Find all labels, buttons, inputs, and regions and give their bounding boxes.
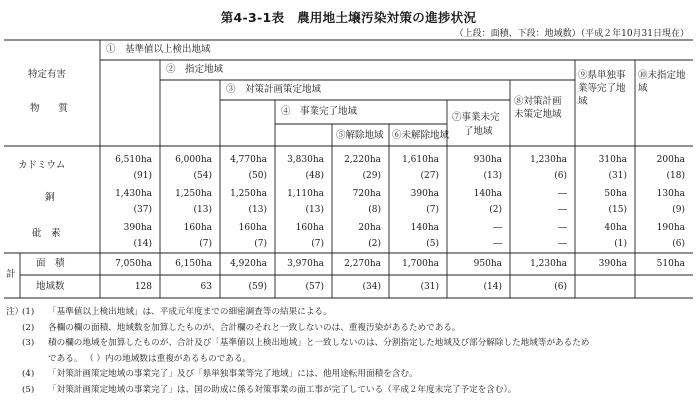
area-value: 1,250ha — [175, 189, 212, 199]
area-value: 1,230ha — [530, 155, 567, 165]
header-detected-area: ① 基準値以上検出地域 — [106, 44, 211, 55]
area-value: 6,510ha — [115, 155, 152, 165]
row-label-arsenic: 砒 素 — [32, 228, 61, 239]
area-value: 310ha — [598, 155, 627, 165]
count-value: (5) — [426, 239, 439, 249]
count-value: (1) — [614, 239, 627, 249]
header-completed-area: ④ 事業完了地域 — [281, 106, 358, 117]
area-value: 3,830ha — [287, 155, 324, 165]
total-area-value: 4,920ha — [230, 259, 267, 269]
header-unplanned-line2: 未策定地域 — [514, 109, 562, 120]
count-value: (48) — [305, 171, 324, 181]
area-value: 1,110ha — [287, 189, 324, 199]
note-text: 「対策計画策定地域の事業完了」及び「県単独事業等完了地域」には、他用途転用面積を含む。 — [48, 369, 418, 379]
area-value: 720ha — [352, 189, 381, 199]
note-number: (3) — [22, 338, 35, 348]
header-prefecture-line1: ⑨県単独事 — [578, 70, 626, 81]
count-value: (2) — [368, 239, 381, 249]
note-item — [6, 383, 690, 399]
note-number: (2) — [22, 322, 35, 333]
total-count-value: 128 — [134, 282, 152, 292]
row-label-total: 計 — [6, 269, 16, 280]
count-value: ― — [493, 239, 502, 249]
count-value: (7) — [426, 205, 439, 215]
table-title: 第4-3-1表 農用地土壌汚染対策の進捗状況 — [220, 10, 477, 25]
count-value: (8) — [368, 205, 381, 215]
area-value: 190ha — [656, 223, 685, 233]
header-prefecture-line3: 域 — [578, 96, 588, 107]
header-incomplete-line1: ⑦事業未完 — [452, 112, 500, 123]
count-value: (31) — [608, 171, 627, 181]
header-undesignated-line2: 域 — [638, 83, 648, 94]
area-value: 140ha — [473, 189, 502, 199]
note-item — [6, 305, 690, 321]
count-value: (29) — [362, 171, 381, 181]
total-area-value: 510ha — [656, 259, 685, 269]
total-area-label: 面 積 — [36, 258, 65, 269]
area-value: ― — [558, 189, 567, 199]
note-cont-a: である。 — [48, 353, 83, 364]
total-count-value: (34) — [362, 282, 381, 292]
area-value: 6,000ha — [175, 155, 212, 165]
total-area-value: 1,230ha — [530, 259, 567, 269]
count-value: (7) — [254, 239, 267, 249]
area-value: 40ha — [604, 223, 627, 233]
area-value: ― — [558, 223, 567, 233]
area-value: 1,610ha — [402, 155, 439, 165]
area-value: 390ha — [410, 189, 439, 199]
total-count-value: (59) — [248, 282, 267, 292]
total-count-value: (57) — [305, 282, 324, 292]
table-subtitle: （上段：面積、下段：地域数）（平成２年10月31日現在） — [454, 29, 689, 39]
area-value: 1,430ha — [115, 189, 152, 199]
total-area-value: 7,050ha — [115, 259, 152, 269]
count-value: (13) — [193, 205, 212, 215]
total-count-label: 地域数 — [36, 281, 65, 292]
header-unplanned-line1: ⑧対策計画 — [514, 96, 562, 107]
count-value: (91) — [133, 171, 152, 181]
count-value: (13) — [483, 171, 502, 181]
note-text: 積の欄の地域を加算したものが、合計及び「基準値以上検出地域」と一致しないのは、分割指定した地域及び部分解除した地域等があるため — [48, 338, 590, 348]
notes-mark: 注） — [6, 307, 24, 317]
count-value: (9) — [672, 205, 685, 215]
total-area-value: 6,150ha — [175, 259, 212, 269]
total-area-value: 390ha — [598, 259, 627, 269]
count-value: (7) — [311, 239, 324, 249]
note-number: (5) — [22, 384, 35, 395]
count-value: (14) — [133, 239, 152, 249]
header-undesignated-line1: ⑩未指定地 — [638, 70, 686, 81]
total-count-value: (14) — [483, 282, 502, 292]
header-plan-area: ③ 対策計画策定地域 — [226, 84, 322, 95]
area-value: 930ha — [473, 155, 502, 165]
note-number: (1) — [22, 307, 35, 317]
total-count-value: 63 — [200, 282, 212, 292]
note-item — [6, 321, 690, 337]
total-count-value: (31) — [420, 282, 439, 292]
notes-section — [6, 305, 690, 398]
count-value: (18) — [666, 171, 685, 181]
count-value: (27) — [420, 171, 439, 181]
row-label-copper: 銅 — [45, 192, 55, 203]
area-value: 20ha — [358, 223, 381, 233]
count-value: (54) — [193, 171, 212, 181]
note-text: 「基準値以上検出地域」は、平成元年度までの細密調査等の結果による。 — [48, 307, 332, 317]
header-designated-area: ② 指定地域 — [166, 64, 224, 75]
total-area-value: 3,970ha — [287, 259, 324, 269]
substance-header-line2: 物 質 — [30, 103, 69, 114]
total-area-value: 2,270ha — [344, 259, 381, 269]
area-value: 200ha — [656, 155, 685, 165]
count-value: (15) — [608, 205, 627, 215]
count-value: ― — [558, 239, 567, 249]
total-count-value: (6) — [554, 282, 567, 292]
count-value: (50) — [248, 171, 267, 181]
area-value: 1,250ha — [230, 189, 267, 199]
header-unreleased-area: ⑥未解除地域 — [392, 130, 450, 141]
count-value: (6) — [554, 171, 567, 181]
note-cont-b: （ ）内の地域数は重複があるものである。 — [85, 353, 252, 364]
note-item — [6, 367, 690, 383]
header-incomplete-line2: 了地域 — [464, 126, 493, 137]
note-text: 「対策計画策定地域の事業完了」は、国の助成に係る対策事業の面工事が完了している（平成２年度末完了予定を含む）。 — [48, 384, 517, 395]
area-value: 130ha — [656, 189, 685, 199]
substance-header-line1: 特定有害 — [28, 69, 67, 80]
header-released-area: ⑤解除地域 — [336, 130, 384, 141]
area-value: 160ha — [238, 223, 267, 233]
area-value: 50ha — [604, 189, 627, 199]
area-value: 160ha — [183, 223, 212, 233]
count-value: (37) — [133, 205, 152, 215]
area-value: 390ha — [123, 223, 152, 233]
row-label-cadmium: カドミウム — [18, 160, 66, 171]
count-value: (6) — [672, 239, 685, 249]
area-value: ― — [493, 223, 502, 233]
note-text: 各欄の欄の面積、地域数を加算したものが、合計欄のそれと一致しないのは、重複汚染があるためである。 — [48, 322, 461, 333]
total-area-value: 1,700ha — [402, 259, 439, 269]
header-prefecture-line2: 業等完了地 — [578, 83, 626, 94]
count-value: (13) — [248, 205, 267, 215]
count-value: ― — [558, 205, 567, 215]
area-value: 140ha — [410, 223, 439, 233]
note-number: (4) — [22, 369, 35, 379]
note-item — [6, 336, 690, 352]
area-value: 160ha — [295, 223, 324, 233]
area-value: 2,220ha — [344, 155, 381, 165]
area-value: 4,770ha — [230, 155, 267, 165]
count-value: (7) — [199, 239, 212, 249]
count-value: (2) — [489, 205, 502, 215]
total-area-value: 950ha — [473, 259, 502, 269]
note-continuation — [6, 352, 690, 368]
count-value: (13) — [305, 205, 324, 215]
